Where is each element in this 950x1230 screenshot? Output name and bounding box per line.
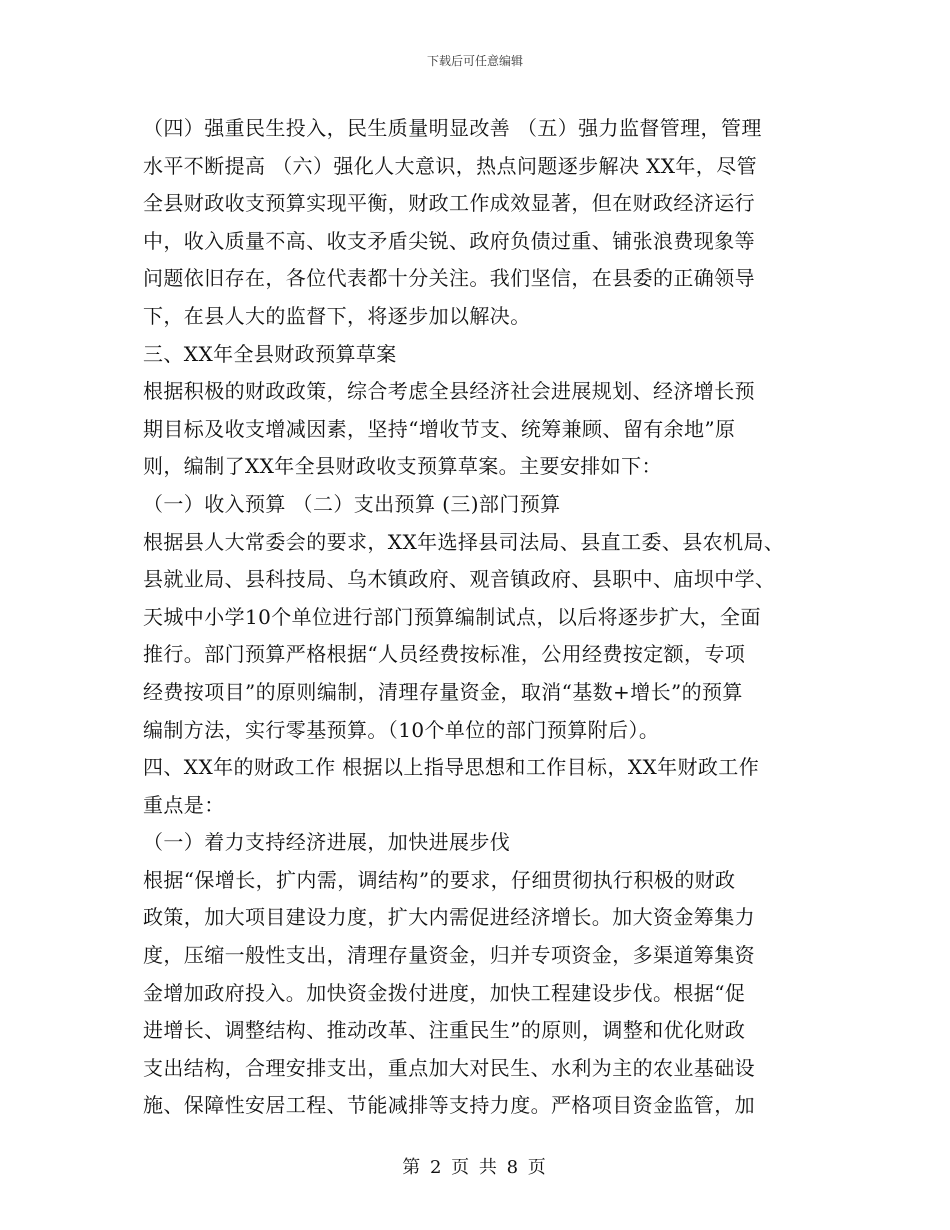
text-line: 重点是： bbox=[143, 792, 225, 817]
subsection-heading: （一）着力支持经济进展，加快进展步伐 bbox=[143, 830, 511, 855]
text-line: 施、保障性安居工程、节能减排等支持力度。严格项目资金监管，加 bbox=[143, 1093, 755, 1118]
text-line: 度，压缩一般性支出，清理存量资金，归并专项资金，多渠道筹集资 bbox=[143, 943, 755, 968]
subsection-heading: （一）收入预算 （二）支出预算 (三)部门预算 bbox=[143, 491, 561, 516]
text-line: 问题依旧存在，各位代表都十分关注。我们坚信，在县委的正确领导 bbox=[143, 266, 755, 291]
text-line: 根据“保增长，扩内需，调结构”的要求，仔细贯彻执行积极的财政 bbox=[143, 867, 736, 892]
text-line: 根据县人大常委会的要求，XX年选择县司法局、县直工委、县农机局、 bbox=[143, 529, 785, 554]
text-line: 期目标及收支增减因素，坚持“增收节支、统筹兼顾、留有余地”原 bbox=[143, 416, 736, 441]
document-body bbox=[143, 110, 823, 1125]
text-line: 水平不断提高 （六）强化人大意识，热点问题逐步解决 XX年，尽管 bbox=[143, 153, 757, 178]
page-header: 下载后可任意编辑 bbox=[426, 54, 523, 68]
page-footer: 第 2 页 共 8 页 bbox=[402, 1157, 548, 1178]
text-line: 进增长、调整结构、推动改革、注重民生”的原则，调整和优化财政 bbox=[143, 1018, 746, 1043]
section-heading: 四、XX年的财政工作 根据以上指导思想和工作目标，XX年财政工作 bbox=[143, 755, 760, 780]
text-line: 中，收入质量不高、收支矛盾尖锐、政府负债过重、铺张浪费现象等 bbox=[143, 228, 755, 253]
text-line: 经费按项目”的原则编制，清理存量资金，取消“基数+增长”的预算 bbox=[143, 679, 743, 704]
text-line: 支出结构，合理安排支出，重点加大对民生、水利为主的农业基础设 bbox=[143, 1055, 755, 1080]
text-line: 政策，加大项目建设力度，扩大内需促进经济增长。加大资金筹集力 bbox=[143, 905, 755, 930]
text-line: 天城中小学10个单位进行部门预算编制试点，以后将逐步扩大，全面 bbox=[143, 604, 761, 629]
text-line: 根据积极的财政政策，综合考虑全县经济社会进展规划、经济增长预 bbox=[143, 379, 755, 404]
section-heading: 三、XX年全县财政预算草案 bbox=[143, 341, 397, 366]
text-line: 编制方法，实行零基预算。（10个单位的部门预算附后）。 bbox=[143, 717, 660, 742]
text-line: 全县财政收支预算实现平衡，财政工作成效显著，但在财政经济运行 bbox=[143, 191, 755, 216]
text-line: 县就业局、县科技局、乌木镇政府、观音镇政府、县职中、庙坝中学、 bbox=[143, 567, 776, 592]
text-line: （四）强重民生投入，民生质量明显改善 （五）强力监督管理，管理 bbox=[143, 116, 762, 140]
text-line: 推行。部门预算严格根据“人员经费按标准，公用经费按定额，专项 bbox=[143, 642, 746, 667]
text-line: 下，在县人大的监督下，将逐步加以解决。 bbox=[143, 303, 531, 328]
text-line: 则，编制了XX年全县财政收支预算草案。主要安排如下： bbox=[143, 454, 662, 479]
text-line: 金增加政府投入。加快资金拨付进度，加快工程建设步伐。根据“促 bbox=[143, 980, 746, 1005]
